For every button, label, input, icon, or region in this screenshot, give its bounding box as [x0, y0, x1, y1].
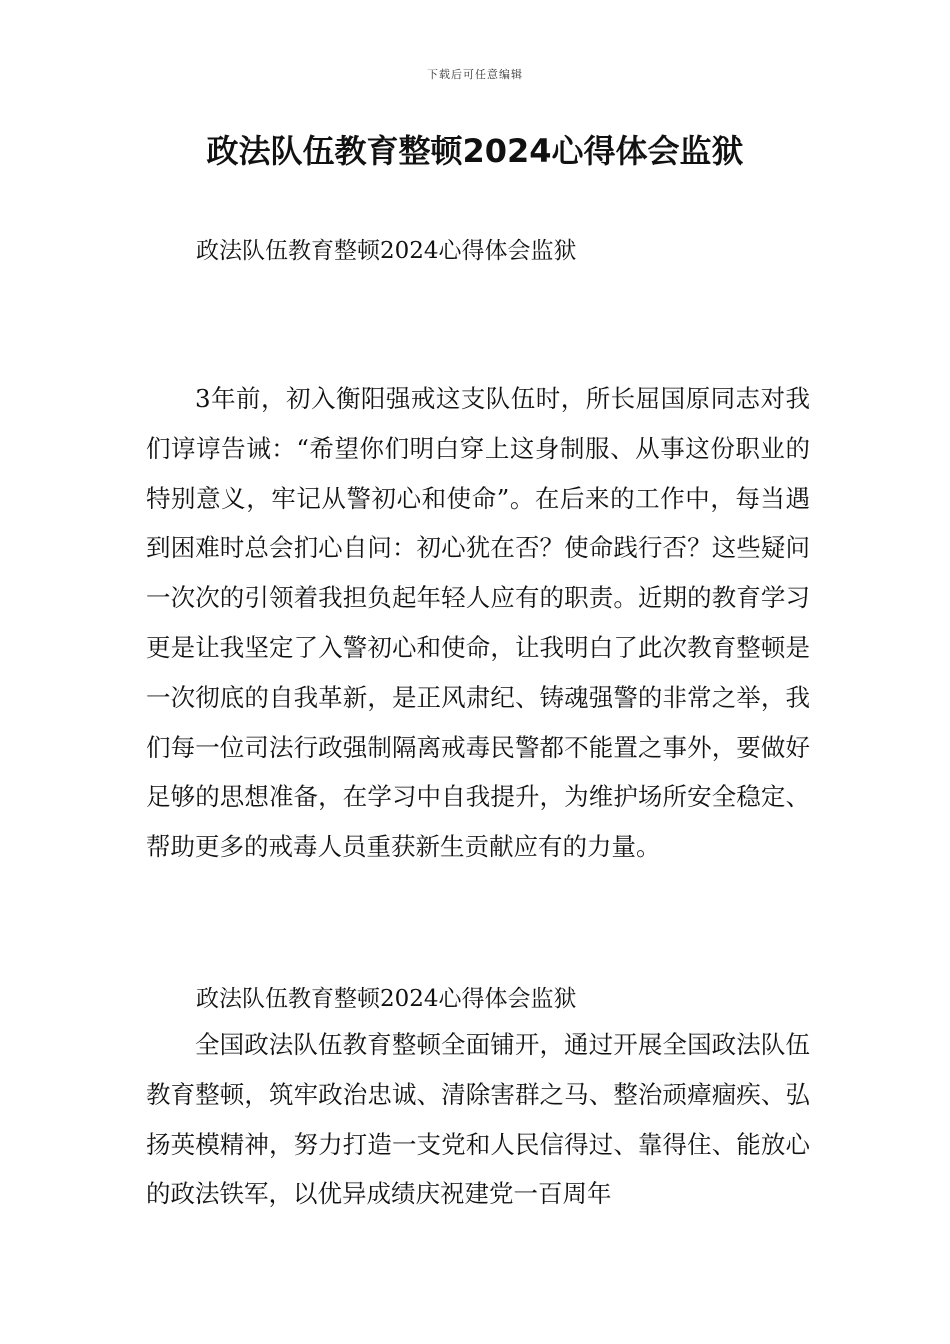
document-title: 政法队伍教育整顿2024心得体会监狱	[206, 132, 744, 170]
body-paragraph: 全国政法队伍教育整顿全面铺开，通过开展全国政法队伍教育整顿，筑牢政治忠诚、清除害群之马、整治顽瘴痼疾、弘扬英模精神，努力打造一支党和人民信得过、靠得住、能放心的政法铁军，以优异成绩庆祝建党一百周年	[146, 1030, 810, 1209]
body-paragraph: 3年前，初入衡阳强戒这支队伍时，所长屈国原同志对我们谆谆告诫：“希望你们明白穿上这身制服、从事这份职业的特别意义，牢记从警初心和使命”。在后来的工作中，每当遇到困难时总会扪心自问：初心犹在否？使命践行否？这些疑问一次次的引领着我担负起年轻人应有的职责。近期的教育学习更是让我坚定了入警初心和使命，让我明白了此次教育整顿是一次彻底的自我革新，是正风肃纪、铸魂强警的非常之举，我们每一位司法行政强制隔离戒毒民警都不能置之事外，要做好足够的思想准备，在学习中自我提升，为维护场所安全稳定、帮助更多的戒毒人员重获新生贡献应有的力量。	[146, 384, 810, 862]
section-heading: 政法队伍教育整顿2024心得体会监狱	[196, 238, 577, 264]
section-heading: 政法队伍教育整顿2024心得体会监狱	[196, 986, 577, 1012]
header-note: 下载后可任意编辑	[427, 68, 523, 81]
